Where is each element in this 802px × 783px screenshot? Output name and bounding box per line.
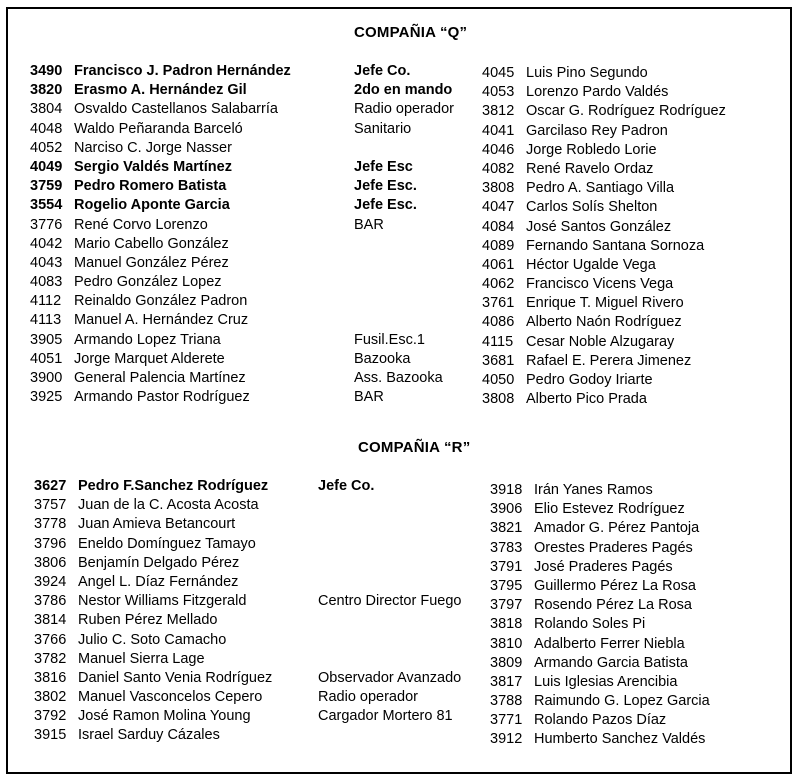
roster-row [30, 254, 291, 273]
member-name: Amador G. Pérez Pantoja [534, 520, 700, 537]
roster-row [34, 554, 272, 573]
roster-row [30, 81, 291, 100]
roster-row [490, 500, 710, 519]
member-role: Bazooka [354, 350, 411, 367]
roster-row [490, 577, 710, 596]
roster-row [34, 650, 272, 669]
roster-row [490, 519, 710, 538]
member-number: 4086 [482, 314, 515, 331]
member-number: 3900 [30, 370, 63, 386]
member-name: Oscar G. Rodríguez Rodríguez [526, 103, 726, 120]
member-name: René Ravelo Ordaz [526, 160, 654, 177]
member-name: Héctor Ugalde Vega [526, 256, 656, 273]
roster-row [490, 596, 710, 615]
member-name: Benjamín Delgado Pérez [78, 554, 240, 571]
member-name: Rosendo Pérez La Rosa [534, 597, 692, 614]
member-number: 3795 [490, 577, 523, 594]
roster-row [482, 122, 726, 141]
roster-row [482, 198, 726, 217]
roster-row [490, 481, 710, 500]
member-role: Jefe Co. [318, 478, 375, 494]
member-role: BAR [354, 216, 384, 233]
roster-row [482, 390, 726, 409]
member-number: 4052 [30, 139, 63, 156]
member-name: Pedro Godoy Iriarte [526, 372, 653, 388]
member-number: 3906 [490, 501, 523, 518]
member-role [354, 311, 454, 330]
member-name: René Corvo Lorenzo [74, 216, 208, 233]
roster-row [30, 273, 291, 292]
member-number: 4089 [482, 237, 515, 254]
member-name: Ruben Pérez Mellado [78, 612, 218, 629]
roster-row [30, 331, 291, 350]
roster-row [30, 350, 291, 369]
member-number: 3490 [30, 63, 63, 79]
roster-row [482, 333, 726, 352]
member-number: 4049 [30, 158, 63, 175]
member-number: 3808 [482, 391, 515, 408]
member-name: Reinaldo González Padron [74, 293, 248, 310]
member-role: Jefe Esc. [354, 197, 417, 214]
roster-row [30, 139, 291, 158]
roster-row [30, 158, 291, 177]
member-role: Centro Director Fuego [318, 593, 462, 610]
roster-row [30, 177, 291, 196]
member-role [354, 139, 454, 158]
member-name: Adalberto Ferrer Niebla [534, 635, 685, 652]
member-name: Rolando Soles Pi [534, 616, 646, 633]
member-number: 4084 [482, 218, 515, 235]
member-number: 3759 [30, 178, 63, 195]
roster-row [34, 496, 272, 515]
member-name: Francisco Vicens Vega [526, 276, 674, 293]
member-role: Radio operador [318, 689, 418, 706]
member-number: 3810 [490, 635, 523, 652]
roster-row [34, 535, 272, 554]
member-name: Israel Sarduy Cázales [78, 727, 220, 744]
company-q-roles-list [354, 62, 454, 407]
member-number: 4050 [482, 372, 515, 388]
roster-row [482, 64, 726, 83]
roster-row [490, 635, 710, 654]
member-role: Fusil.Esc.1 [354, 331, 425, 348]
roster-row [34, 669, 272, 688]
roster-row [34, 592, 272, 611]
member-number: 4045 [482, 65, 515, 81]
member-number: 4046 [482, 141, 515, 158]
member-name: Guillermo Pérez La Rosa [534, 577, 696, 594]
member-number: 3797 [490, 597, 523, 614]
member-name: Luis Pino Segundo [526, 65, 648, 81]
member-name: Erasmo A. Hernández Gil [74, 82, 247, 99]
roster-row [30, 100, 291, 119]
roster-row [490, 558, 710, 577]
roster-row [30, 292, 291, 311]
member-number: 4112 [30, 293, 62, 310]
member-role [318, 535, 461, 554]
company-q-heading: COMPAÑIA “Q” [354, 24, 468, 41]
member-role [318, 496, 461, 515]
member-role [318, 631, 461, 650]
member-role: Radio operador [354, 101, 454, 118]
member-number: 3554 [30, 197, 63, 214]
member-number: 3816 [34, 669, 67, 686]
member-number: 4051 [30, 350, 63, 367]
member-number: 3791 [490, 558, 523, 575]
roster-row [482, 237, 726, 256]
roster-row [30, 235, 291, 254]
member-name: Orestes Praderes Pagés [534, 539, 693, 556]
member-number: 4083 [30, 274, 63, 291]
member-name: Manuel Vasconcelos Cepero [78, 689, 263, 706]
member-number: 3681 [482, 352, 515, 369]
member-number: 3802 [34, 689, 67, 706]
member-number: 4042 [30, 235, 63, 252]
member-name: Armando Lopez Triana [74, 331, 221, 348]
roster-row [490, 673, 710, 692]
company-r-roles-list [318, 477, 461, 746]
member-number: 3804 [30, 101, 63, 118]
member-name: Jorge Robledo Lorie [526, 141, 657, 158]
roster-row [482, 141, 726, 160]
member-number: 3925 [30, 389, 63, 406]
member-name: Narciso C. Jorge Nasser [74, 139, 232, 156]
member-role: Cargador Mortero 81 [318, 708, 453, 725]
member-role [354, 273, 454, 292]
roster-row [30, 311, 291, 330]
roster-row [34, 688, 272, 707]
member-role [318, 650, 461, 669]
roster-row [34, 631, 272, 650]
member-number: 3771 [490, 712, 523, 729]
member-role: Jefe Esc. [354, 178, 417, 195]
member-number: 3912 [490, 731, 523, 748]
roster-row [482, 371, 726, 390]
member-name: Pedro F.Sanchez Rodríguez [78, 478, 269, 494]
roster-row [482, 313, 726, 332]
member-name: José Praderes Pagés [534, 558, 673, 575]
member-name: Armando Pastor Rodríguez [74, 389, 250, 406]
member-name: Armando Garcia Batista [534, 654, 688, 671]
member-number: 3915 [34, 727, 67, 744]
member-role: BAR [354, 389, 384, 406]
member-name: Rogelio Aponte Garcia [74, 197, 230, 214]
roster-row [490, 730, 710, 749]
member-number: 3905 [30, 331, 63, 348]
roster-row [30, 196, 291, 215]
member-role [318, 554, 461, 573]
member-number: 3796 [34, 535, 67, 552]
member-name: Pedro González Lopez [74, 274, 222, 291]
member-number: 3817 [490, 673, 523, 690]
member-name: Elio Estevez Rodríguez [534, 501, 685, 518]
roster-row [34, 611, 272, 630]
roster-row [34, 707, 272, 726]
company-q-left-list [30, 62, 291, 407]
roster-row [482, 160, 726, 179]
member-name: Manuel González Pérez [74, 254, 229, 271]
member-number: 4082 [482, 160, 515, 177]
roster-row [482, 294, 726, 313]
member-number: 3783 [490, 539, 523, 556]
member-number: 3918 [490, 482, 523, 498]
member-name: Cesar Noble Alzugaray [526, 333, 675, 350]
member-number: 3766 [34, 631, 67, 648]
member-name: Eneldo Domínguez Tamayo [78, 535, 256, 552]
member-name: Juan Amieva Betancourt [78, 516, 236, 533]
member-number: 4048 [30, 120, 63, 137]
roster-row [34, 515, 272, 534]
company-r-left-list [34, 477, 272, 746]
member-name: Fernando Santana Sornoza [526, 237, 705, 254]
roster-row [30, 369, 291, 388]
roster-row [490, 711, 710, 730]
company-q-right-list [482, 64, 726, 409]
member-role [354, 292, 454, 311]
member-name: Carlos Solís Shelton [526, 199, 658, 216]
roster-row [34, 477, 272, 496]
member-name: General Palencia Martínez [74, 370, 246, 386]
member-number: 3761 [482, 295, 515, 312]
roster-row [490, 615, 710, 634]
member-number: 3788 [490, 693, 523, 710]
member-name: Francisco J. Padron Hernández [74, 63, 291, 79]
member-number: 4047 [482, 199, 515, 216]
member-number: 4043 [30, 254, 63, 271]
roster-row [30, 62, 291, 81]
member-role: Ass. Bazooka [354, 370, 443, 386]
roster-row [490, 539, 710, 558]
member-number: 3808 [482, 180, 515, 197]
member-role: Observador Avanzado [318, 669, 462, 686]
roster-row [482, 102, 726, 121]
company-r-right-list [490, 481, 710, 750]
roster-row [482, 256, 726, 275]
roster-row [482, 352, 726, 371]
member-role [318, 515, 461, 534]
member-number: 4061 [482, 256, 515, 273]
member-number: 3806 [34, 554, 67, 571]
member-number: 3820 [30, 82, 63, 99]
roster-row [30, 388, 291, 407]
member-number: 3818 [490, 616, 523, 633]
member-number: 3627 [34, 478, 67, 494]
member-number: 3757 [34, 497, 67, 514]
member-role: Jefe Co. [354, 63, 411, 79]
member-name: José Ramon Molina Young [78, 708, 251, 725]
member-number: 3792 [34, 708, 67, 725]
roster-row [30, 216, 291, 235]
roster-row [482, 179, 726, 198]
member-name: Pedro Romero Batista [74, 178, 227, 195]
roster-row [490, 654, 710, 673]
member-name: Angel L. Díaz Fernández [78, 573, 239, 590]
member-name: Irán Yanes Ramos [534, 482, 653, 498]
member-number: 4113 [30, 312, 62, 329]
member-role: 2do en mando [354, 82, 453, 99]
member-name: Sergio Valdés Martínez [74, 158, 232, 175]
member-number: 4053 [482, 84, 515, 101]
member-number: 3924 [34, 573, 67, 590]
roster-row [482, 218, 726, 237]
roster-row [482, 83, 726, 102]
member-number: 3809 [490, 654, 523, 671]
member-role [318, 573, 461, 592]
member-name: Juan de la C. Acosta Acosta [78, 497, 259, 514]
roster-row [34, 573, 272, 592]
member-name: Julio C. Soto Camacho [78, 631, 227, 648]
member-name: Humberto Sanchez Valdés [534, 731, 706, 748]
member-role: Sanitario [354, 120, 412, 137]
member-name: Osvaldo Castellanos Salabarría [74, 101, 278, 118]
member-name: Alberto Pico Prada [526, 391, 647, 408]
member-name: Mario Cabello González [74, 235, 229, 252]
member-name: Alberto Naón Rodríguez [526, 314, 682, 331]
member-number: 3814 [34, 612, 67, 629]
member-number: 4115 [482, 333, 514, 350]
member-role: Jefe Esc [354, 158, 413, 175]
member-name: Nestor Williams Fitzgerald [78, 593, 247, 610]
roster-row [30, 120, 291, 139]
member-role [318, 611, 461, 630]
member-number: 3821 [490, 520, 523, 537]
member-name: Rolando Pazos Díaz [534, 712, 667, 729]
member-number: 3786 [34, 593, 67, 610]
member-role [354, 254, 454, 273]
member-name: Pedro A. Santiago Villa [526, 180, 675, 197]
member-number: 4041 [482, 122, 515, 139]
member-role [354, 235, 454, 254]
member-role [318, 726, 461, 745]
member-name: Garcilaso Rey Padron [526, 122, 668, 139]
member-name: Rafael E. Perera Jimenez [526, 352, 692, 369]
member-name: Enrique T. Miguel Rivero [526, 295, 684, 312]
member-name: Raimundo G. Lopez Garcia [534, 693, 710, 710]
member-name: Jorge Marquet Alderete [74, 350, 225, 367]
member-name: Manuel Sierra Lage [78, 650, 205, 667]
member-name: Luis Iglesias Arencibia [534, 673, 678, 690]
company-r-heading: COMPAÑIA “R” [358, 439, 471, 456]
roster-row [34, 726, 272, 745]
member-number: 3782 [34, 650, 67, 667]
member-number: 3812 [482, 103, 515, 120]
member-number: 3776 [30, 216, 63, 233]
member-name: Waldo Peñaranda Barceló [74, 120, 243, 137]
member-name: José Santos González [526, 218, 672, 235]
roster-row [490, 692, 710, 711]
member-name: Lorenzo Pardo Valdés [526, 84, 669, 101]
roster-row [482, 275, 726, 294]
member-number: 3778 [34, 516, 67, 533]
member-name: Daniel Santo Venia Rodríguez [78, 669, 273, 686]
member-name: Manuel A. Hernández Cruz [74, 312, 249, 329]
member-number: 4062 [482, 276, 515, 293]
